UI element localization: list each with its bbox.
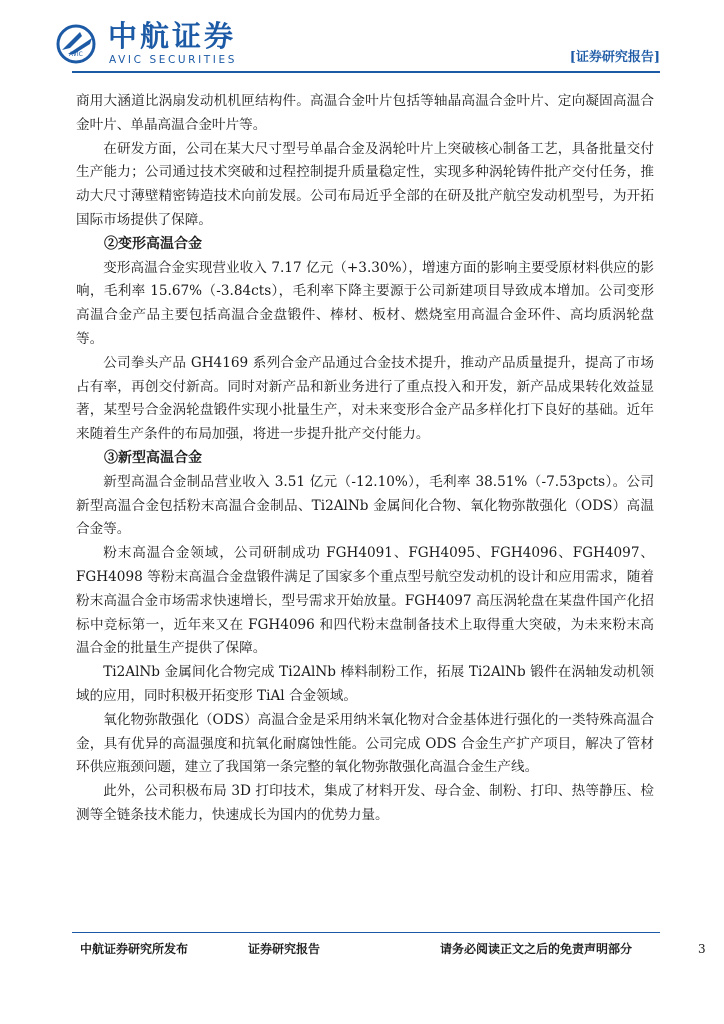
- logo-english-name: AVIC SECURITIES: [109, 54, 237, 66]
- footer-publisher: 中航证券研究所发布: [80, 942, 189, 956]
- report-body: [76, 90, 654, 828]
- paragraph-cast-alloy-continued: 商用大涵道比涡扇发动机机匣结构件。高温合金叶片包括等轴晶高温合金叶片、定向凝固高温合金叶片、单晶高温合金叶片等。: [76, 93, 654, 133]
- svg-text:AVIC: AVIC: [69, 51, 83, 58]
- logo-chinese-name: 中航证券: [108, 19, 237, 53]
- paragraph-ti2alnb: Ti2AlNb 金属间化合物完成 Ti2AlNb 棒料制粉工作，拓展 Ti2AlNb 锻件在涡轴发动机领域的应用，同时积极开拓变形 TiAl 合金领域。: [76, 664, 654, 704]
- page-number: 3: [698, 942, 706, 956]
- paragraph-rd: 在研发方面，公司在某大尺寸型号单晶合金及涡轮叶片上突破核心制备工艺，具备批量交付生产能力；公司通过技术突破和过程控制提升质量稳定性，实现多种涡轮铸件批产交付任务，推动大尺寸薄壁精密铸造技术向前发展。公司布局近乎全部的在研及批产航空发动机型号，为开拓国际市场提供了保障。: [76, 140, 654, 228]
- header-divider: [72, 71, 660, 73]
- page-footer: [0, 932, 724, 962]
- footer-disclaimer-note: 请务必阅读正文之后的免责声明部分: [440, 942, 633, 956]
- footer-report-type: 证券研究报告: [248, 942, 321, 956]
- report-type-tag: [证券研究报告]: [569, 50, 660, 65]
- paragraph-powder-alloy: 粉末高温合金领域，公司研制成功 FGH4091、FGH4095、FGH4096、FGH4097、FGH4098 等粉末高温合金盘锻件满足了国家多个重点型号航空发动机的设计和应用需求，随着粉末高温合金市场需求快速增长，型号需求开始放量。FGH4097 高压涡轮盘在某盘件国产化招标中竞标第一，近年来又在 FGH4096 和四代粉末盘制备技术上取得重大突破，为未来粉末高温合金的批量生产提供了保障。: [76, 545, 654, 657]
- paragraph-ods: 氧化物弥散强化（ODS）高温合金是采用纳米氧化物对合金基体进行强化的一类特殊高温合金，具有优异的高温强度和抗氧化耐腐蚀性能。公司完成 ODS 合金生产扩产项目，解决了管材环供应瓶颈问题，建立了我国第一条完整的氧化物弥散强化高温合金生产线。: [76, 711, 654, 776]
- footer-divider: [72, 932, 660, 933]
- avic-logo-icon: [56, 24, 98, 64]
- section-heading-new-alloy: ③新型高温合金: [104, 449, 202, 466]
- page-header: [0, 0, 724, 76]
- paragraph-wrought-revenue: 变形高温合金实现营业收入 7.17 亿元（+3.30%），增速方面的影响主要受原材料供应的影响，毛利率 15.67%（-3.84cts），毛利率下降主要源于公司新建项目导致成本增加。公司变形高温合金产品主要包括高温合金盘锻件、棒材、板材、燃烧室用高温合金环件、高均质涡轮盘等。: [76, 259, 654, 347]
- paragraph-new-alloy-revenue: 新型高温合金制品营业收入 3.51 亿元（-12.10%），毛利率 38.51%（-7.53pcts）。公司新型高温合金包括粉末高温合金制品、Ti2AlNb 金属间化合物、氧化物弥散强化（ODS）高温合金等。: [76, 473, 654, 538]
- paragraph-3d-printing: 此外，公司积极布局 3D 打印技术，集成了材料开发、母合金、制粉、打印、热等静压、检测等全链条技术能力，快速成长为国内的优势力量。: [76, 783, 654, 823]
- paragraph-gh4169: 公司拳头产品 GH4169 系列合金产品通过合金技术提升，推动产品质量提升，提高了市场占有率，再创交付新高。同时对新产品和新业务进行了重点投入和开发，新产品成果转化效益显著，某型号合金涡轮盘锻件实现小批量生产，对未来变形合金产品多样化打下良好的基础。近年来随着生产条件的布局加强，将进一步提升批产交付能力。: [76, 354, 654, 443]
- section-heading-wrought-alloy: ②变形高温合金: [104, 235, 202, 252]
